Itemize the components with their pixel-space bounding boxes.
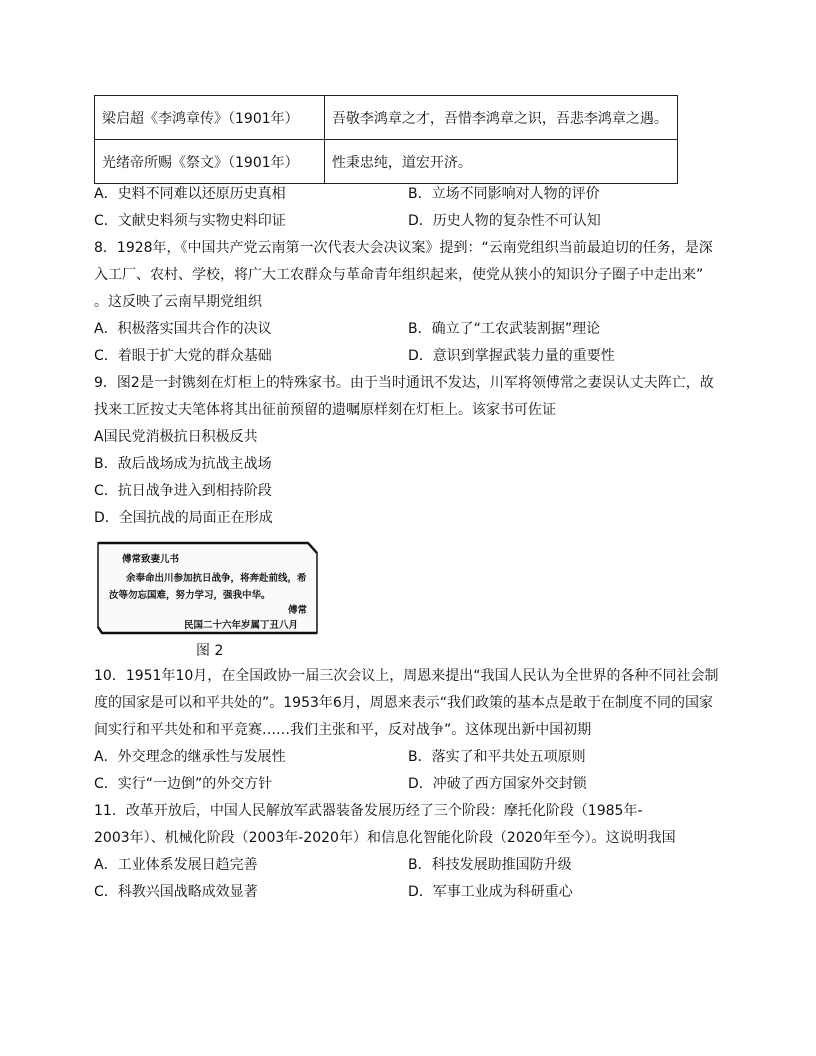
q11-stem-line1: 11．改革开放后，中国人民解放军武器装备发展历经了三个阶段：摩托化阶段（1985年- [94,803,643,819]
letter-title: 傅常致妻儿书 [122,554,180,565]
q9-option-a: A国民党消极抗日积极反共 [94,429,258,445]
figure-2-letter [96,541,319,637]
q9-option-d: D．全国抗战的局面正在形成 [94,510,273,526]
q11-option-a: A．工业体系发展日趋完善 [94,857,258,873]
q8-option-c: C．着眼于扩大党的群众基础 [94,348,272,364]
q8-option-d: D．意识到掌握武装力量的重要性 [408,348,615,364]
q10-stem-line2: 度的国家是可以和平共处的”。1953年6月，周恩来表示“我们政策的基本点是敢于在制度不同的国家 [94,695,714,711]
q10-option-a: A．外交理念的继承性与发展性 [94,749,286,765]
q11-option-c: C．科教兴国战略成效显著 [94,884,258,900]
q10-stem-line1: 10．1951年10月，在全国政协一届三次会议上，周恩来提出“我国人民认为全世界的各种不同社会制 [94,668,719,684]
table-row [95,96,678,140]
letter-date: 民国二十六年岁属丁丑八月 [184,620,299,631]
q10-option-d: D．冲破了西方国家外交封锁 [408,776,587,792]
table-cell-source: 光绪帝所赐《祭文》（1901年） [95,140,325,184]
q7-option-a: A．史料不同难以还原历史真相 [94,186,286,202]
q8-option-a: A．积极落实国共合作的决议 [94,321,272,337]
q7-option-c: C．文献史料须与实物史料印证 [94,213,286,229]
q9-stem-line1: 9．图2是一封镌刻在灯柜上的特殊家书。由于当时通讯不发达，川军将领傅常之妻误认丈夫阵亡，故 [94,375,714,391]
q11-stem-line2: 2003年）、机械化阶段（2003年-2020年）和信息化智能化阶段（2020年至今）。这说明我国 [94,830,676,846]
q9-option-c: C．抗日战争进入到相持阶段 [94,483,272,499]
letter-signature: 傅常 [288,605,308,616]
table-cell-content: 性秉忠纯，道宏开济。 [324,140,677,184]
q11-option-b: B．科技发展助推国防升级 [408,857,572,873]
q9-option-b: B．敌后战场成为抗战主战场 [94,456,272,472]
figure-2-caption: 图 2 [196,643,224,659]
source-table [94,95,678,184]
q8-stem-line1: 8．1928年，《中国共产党云南第一次代表大会决议案》提到：“云南党组织当前最迫切的任务，是深 [94,240,713,256]
q10-stem-line3: 间实行和平共处和和平竞赛……我们主张和平，反对战争”。这体现出新中国初期 [94,722,592,738]
q7-option-d: D．历史人物的复杂性不可认知 [408,213,601,229]
q9-stem-line2: 找来工匠按丈夫笔体将其出征前预留的遗嘱原样刻在灯柜上。该家书可佐证 [94,402,556,418]
table-cell-content: 吾敬李鸿章之才，吾惜李鸿章之识，吾悲李鸿章之遇。 [324,96,677,140]
q7-option-b: B．立场不同影响对人物的评价 [408,186,600,202]
table-row [95,140,678,184]
q8-option-b: B．确立了“工农武装割据”理论 [408,321,601,337]
letter-line2: 汝等勿忘国难，努力学习，强我中华。 [109,590,271,601]
q10-option-c: C．实行“一边倒”的外交方针 [94,776,273,792]
q11-option-d: D．军事工业成为科研重心 [408,884,573,900]
letter-line1: 余奉命出川参加抗日战争，将奔赴前线，希 [126,573,307,584]
q8-stem-line3: 。这反映了云南早期党组织 [94,294,262,310]
q8-stem-line2: 入工厂、农村、学校，将广大工农群众与革命青年组织起来，使党从狭小的知识分子圈子中走出来” [94,267,704,283]
table-cell-source: 梁启超《李鸿章传》（1901年） [95,96,325,140]
q10-option-b: B．落实了和平共处五项原则 [408,749,586,765]
